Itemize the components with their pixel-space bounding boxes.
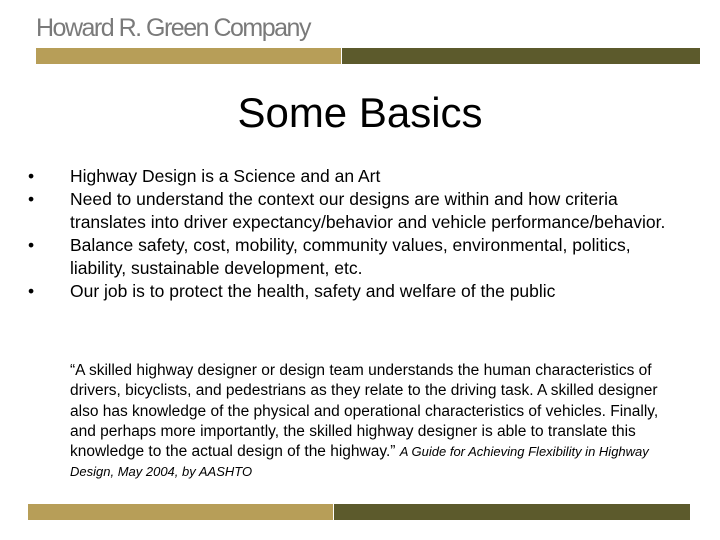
slide-title: Some Basics [237,89,483,136]
bullet-text: Highway Design is a Science and an Art [70,166,381,186]
header-bar-gold-segment [36,48,341,64]
footer-bar-olive-segment [334,504,690,520]
company-logo: Howard R. Green Company [36,14,310,42]
quote-block [70,361,680,483]
bullet-item [28,280,668,303]
header-bar-olive-segment [342,48,700,64]
header-color-bar [36,48,700,64]
footer-color-bar [28,504,690,520]
bullet-text: Balance safety, cost, mobility, community values, environmental, politics, liability, sustainable development, etc. [70,235,631,278]
bullet-list [28,165,668,303]
bullet-marker: • [28,189,35,209]
bullet-marker: • [28,235,35,255]
quote-citation: A Guide for Achieving Flexibility in Highway Design, May 2004, by AASHTO [70,444,649,480]
bullet-item [28,234,668,280]
bullet-item [28,188,668,234]
bullet-marker: • [28,281,35,301]
footer-bar-gold-segment [28,504,333,520]
bullet-marker: • [28,166,35,186]
quote-text: “A skilled highway designer or design team understands the human characteristics of drivers, bicyclists, and pedestrians as they relate to the driving task. A skilled designer also has knowledge of the physical and operational characteristics of vehicles. Finally, and perhaps more importantly, the skilled highway designer is able to translate this knowledge to the actual design of the highway.” [70,362,659,461]
bullet-text: Need to understand the context our designs are within and how criteria translates into driver expectancy/behavior and vehicle performance/behavior. [70,189,666,232]
bullet-item [28,165,668,188]
bullet-text: Our job is to protect the health, safety and welfare of the public [70,281,556,301]
